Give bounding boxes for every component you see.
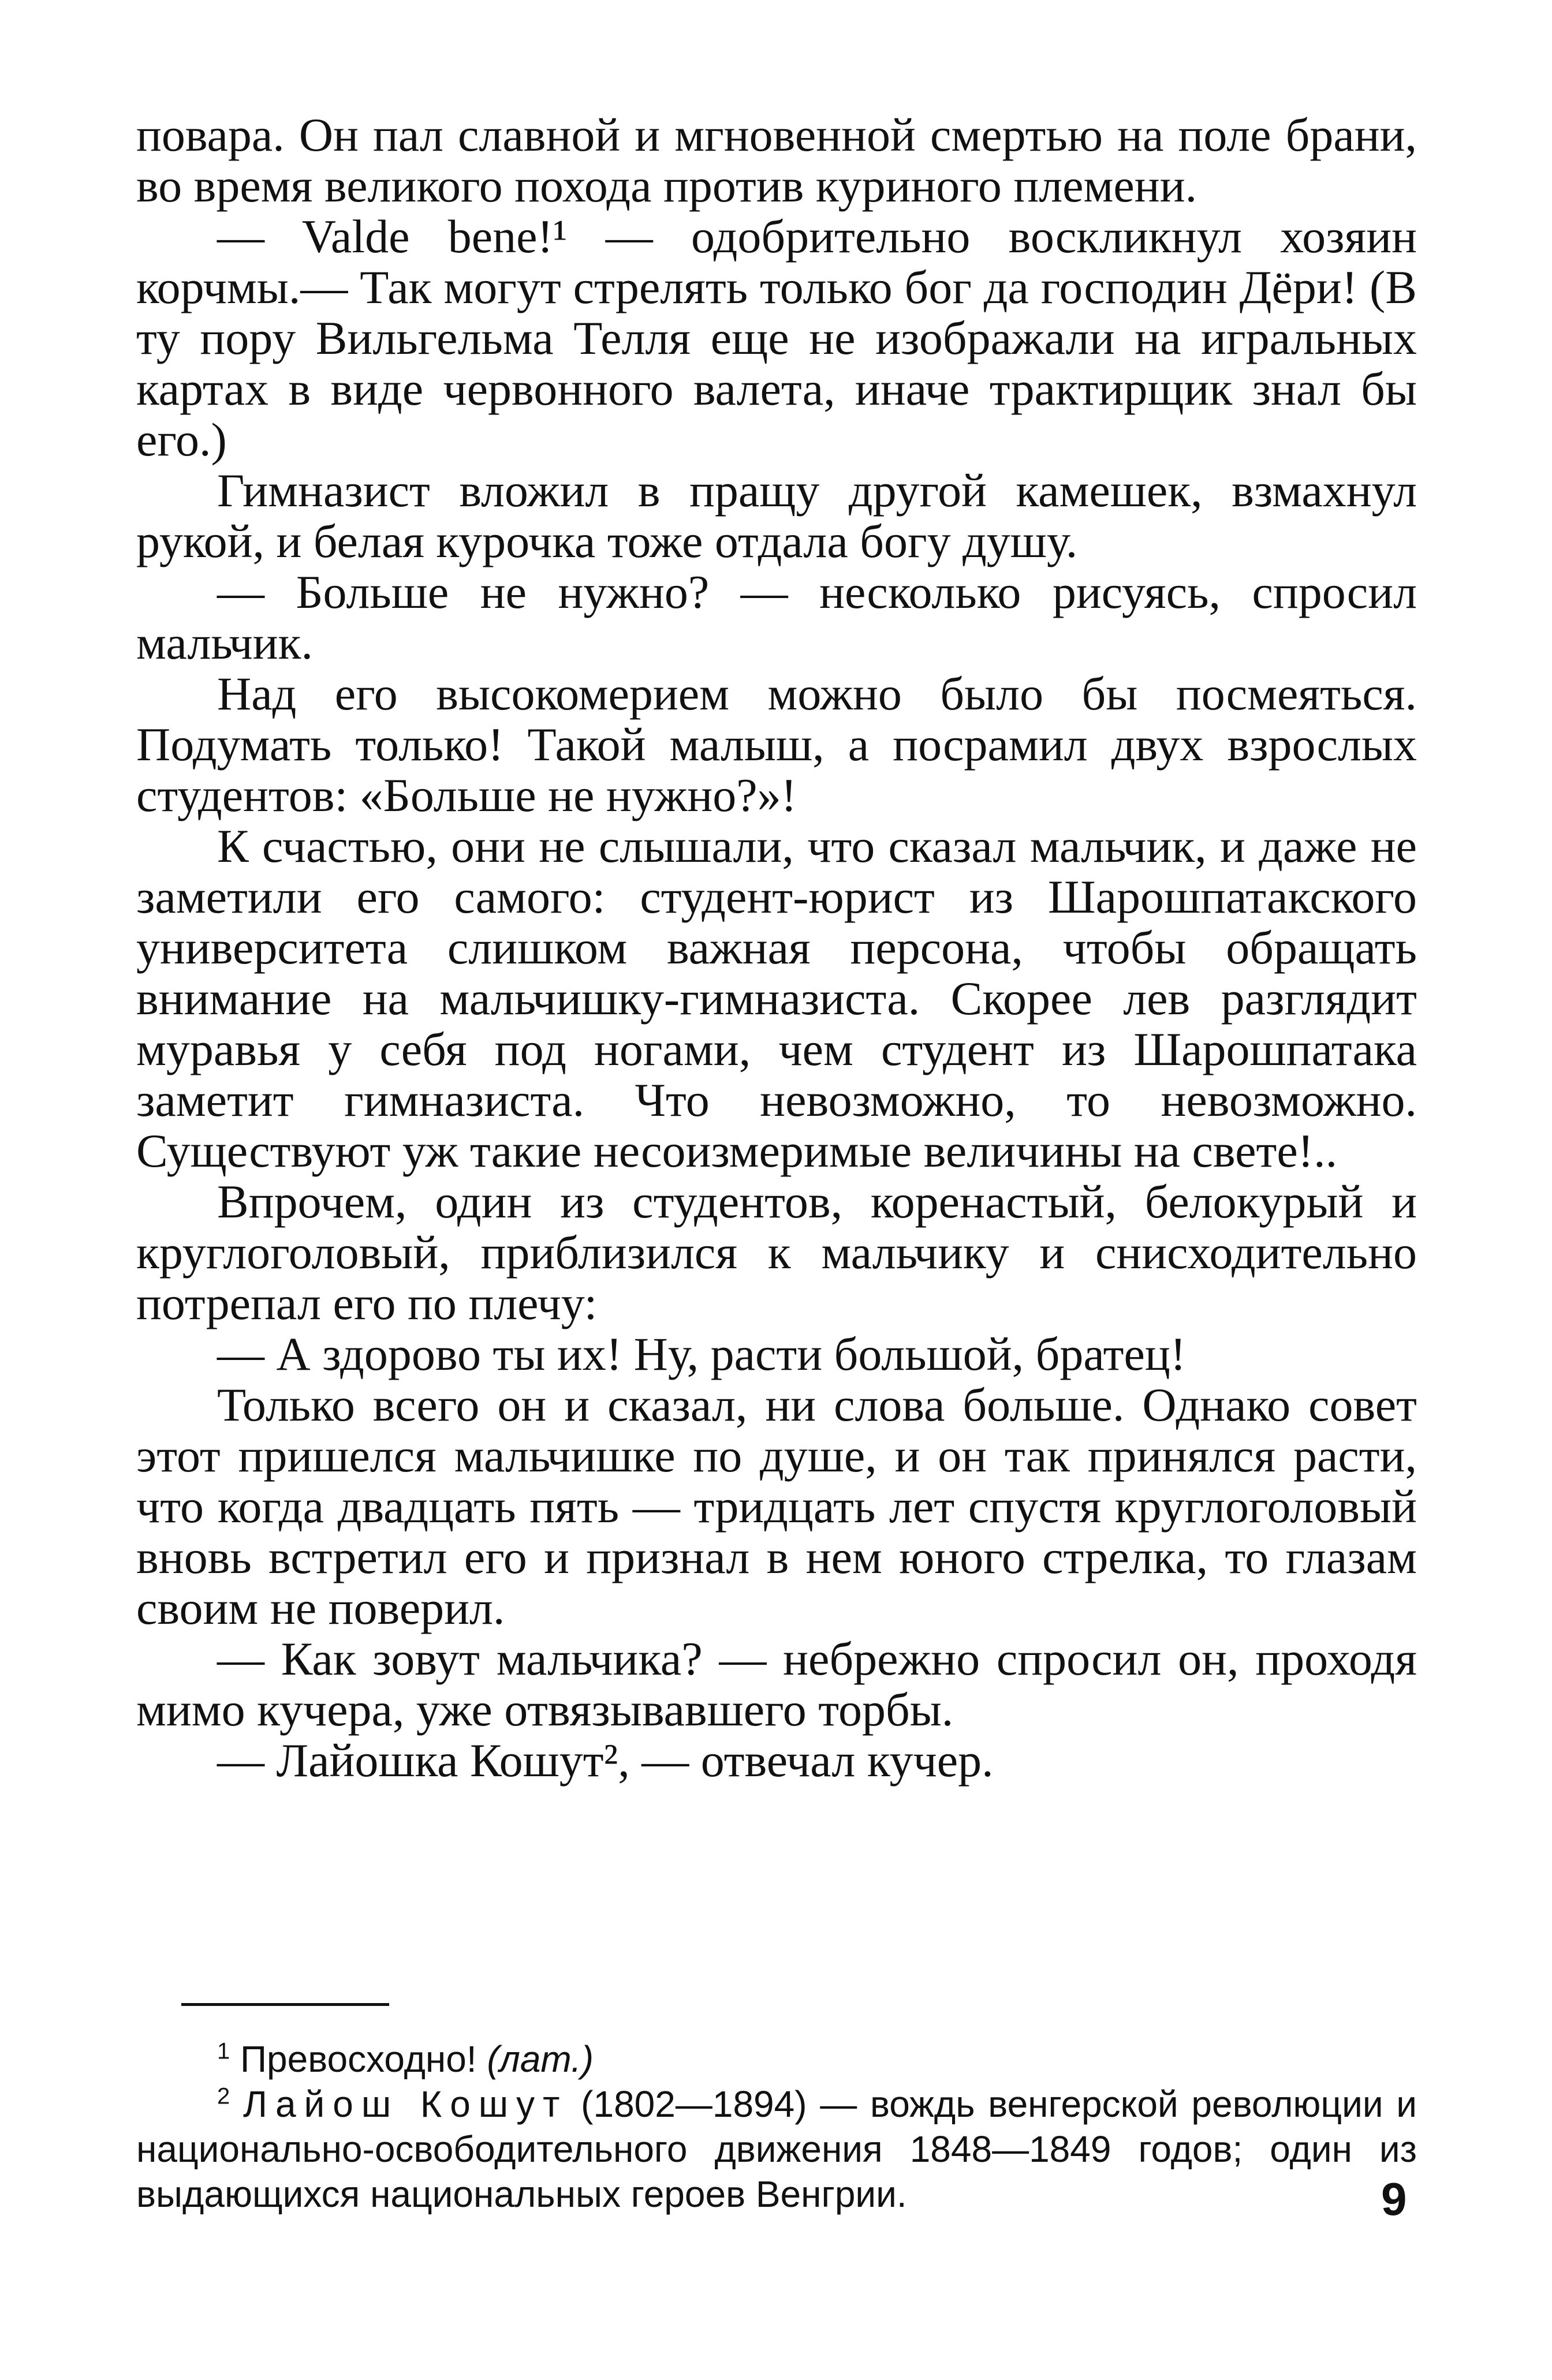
footnote-2-name: Лайош Кошут [242,2083,568,2125]
footnote-1-text: Превосходно! [240,2038,477,2080]
paragraph-2: — Valde bene!¹ — одобрительно воскликнул хозяин корчмы.— Так могут стрелять только бог да господин Дёри! (В ту пору Вильгельма Телля еще не изображали на игральных картах в виде червонного валета, иначе трактирщик знал бы его.) [136,210,1417,466]
page-number: 9 [1381,2173,1407,2225]
paragraph-8: — А здорово ты их! Ну, расти большой, братец! [217,1328,1187,1380]
footnote-1-number: 1 [217,2038,230,2064]
main-text [136,110,1417,1786]
footnote-2-text: (1802—1894) — вождь венгерской революции и национально-освободительного движения 1848—1849 годов; один из выдающихся национальных героев Венгрии. [136,2083,1417,2215]
footnotes [136,2037,1417,2217]
paragraph-11: — Лайошка Кошут², — отвечал кучер. [217,1734,994,1787]
paragraph-10: — Как зовут мальчика? — небрежно спросил он, проходя мимо кучера, уже отвязывавшего торбы. [136,1632,1417,1736]
paragraph-7: Впрочем, один из студентов, коренастый, белокурый и круглоголовый, приблизился к мальчику и снисходительно потрепал его по плечу: [136,1175,1417,1329]
footnote-1-language: (лат.) [487,2038,594,2080]
paragraph-5: Над его высокомерием можно было бы посмеяться. Подумать только! Такой малыш, а посрамил двух взрослых студентов: «Больше не нужно?»! [136,667,1417,821]
footnote-1 [136,2037,1417,2082]
footnote-2-number: 2 [217,2083,230,2109]
footnote-2 [136,2082,1417,2217]
paragraph-6: К счастью, они не слышали, что сказал мальчик, и даже не заметили его самого: студент-юрист из Шарошпатакского университета слишком важная персона, чтобы обращать внимание на мальчишку-гимназиста. Скорее лев разглядит муравья у себя под ногами, чем студент из Шарошпатака заметит гимназиста. Что невозможно, то невозможно. Существуют уж такие несоизмеримые величины на свете!.. [136,820,1417,1177]
paragraph-1: повара. Он пал славной и мгновенной смертью на поле брани, во время великого похода против куриного племени. [136,109,1417,212]
paragraph-9: Только всего он и сказал, ни слова больше. Однако совет этот пришелся мальчишке по душе, и он так принялся расти, что когда двадцать пять — тридцать лет спустя круглоголовый вновь встретил его и признал в нем юного стрелка, то глазам своим не поверил. [136,1378,1417,1634]
footnote-divider [181,2003,389,2006]
paragraph-4: — Больше не нужно? — несколько рисуясь, спросил мальчик. [136,566,1417,669]
paragraph-3: Гимназист вложил в пращу другой камешек, взмахнул рукой, и белая курочка тоже отдала богу душу. [136,464,1417,567]
